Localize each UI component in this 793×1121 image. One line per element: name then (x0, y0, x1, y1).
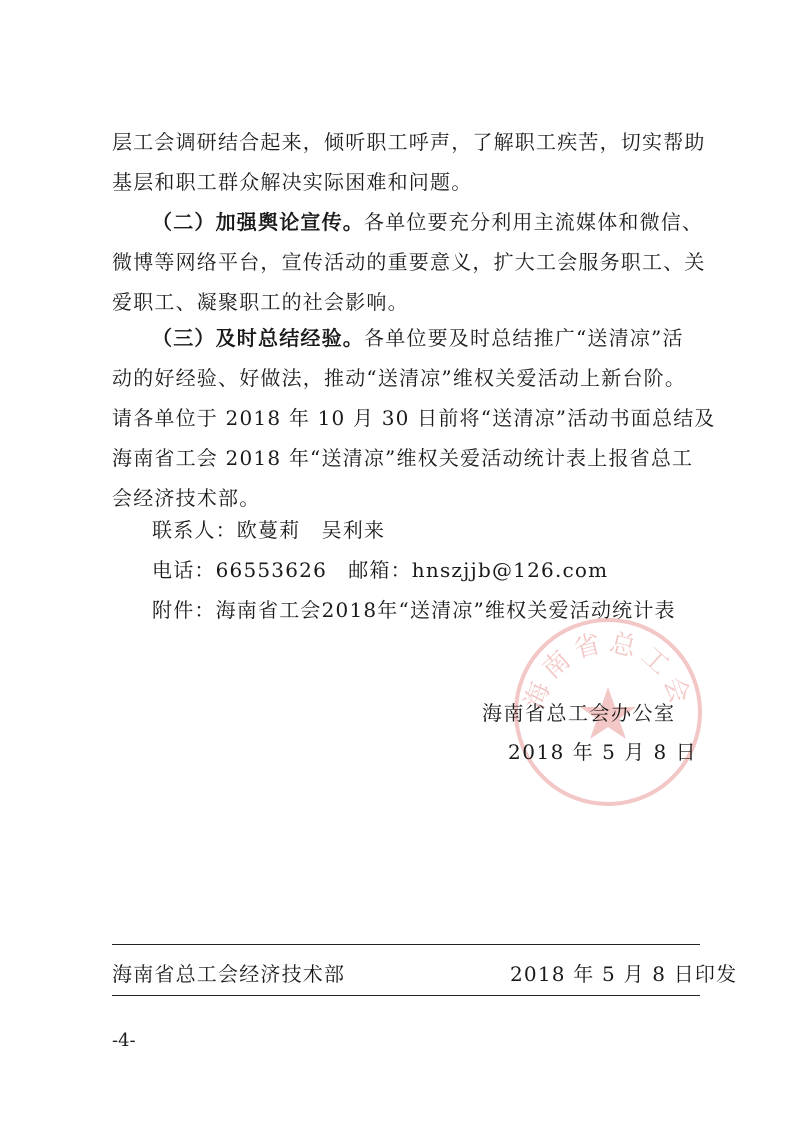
paragraph-1 (112, 122, 712, 202)
text-line: 会经济技术部。 (112, 486, 261, 510)
text-line: 动的好经验、好做法，推动“送清凉”维权关爱活动上新台阶。 (112, 366, 687, 390)
contact-phone-email: 电话：66553626 邮箱：hnszjjb@126.com (152, 558, 609, 582)
paragraph-3 (112, 318, 716, 518)
footer-issue-date: 2018 年 5 月 8 日印发 (510, 962, 738, 986)
text-line: 基层和职工群众解决实际困难和问题。 (112, 170, 473, 194)
signature-org: 海南省总工会办公室 (482, 701, 676, 725)
signature-date: 2018 年 5 月 8 日 (508, 740, 698, 764)
footer-top-rule (112, 944, 700, 945)
text-line: 请各单位于 2018 年 10 月 30 日前将“送清凉”活动书面总结及 (112, 406, 716, 430)
section-heading: （二）加强舆论宣传。 (152, 210, 364, 234)
text-segment: 各单位要及时总结推广“送清凉”活 (364, 326, 684, 350)
text-line: 海南省工会 2018 年“送清凉”维权关爱活动统计表上报省总工 (112, 446, 694, 470)
text-segment: 各单位要充分利用主流媒体和微信、 (364, 210, 704, 234)
section-heading: （三）及时总结经验。 (152, 326, 364, 350)
seal-text: 海南省总工会 (519, 627, 697, 713)
page-number: -4- (112, 1030, 136, 1051)
footer-bottom-rule (112, 995, 700, 996)
footer-issuer: 海南省总工会经济技术部 (112, 962, 346, 986)
text-line: 爱职工、凝聚职工的社会影响。 (112, 290, 409, 314)
text-line: 层工会调研结合起来，倾听职工呼声，了解职工疾苦，切实帮助 (112, 130, 706, 154)
attachment-line: 附件：海南省工会2018年“送清凉”维权关爱活动统计表 (152, 598, 676, 622)
text-line (112, 202, 712, 242)
text-line: 微博等网络平台，宣传活动的重要意义，扩大工会服务职工、关 (112, 250, 706, 274)
text-line (112, 318, 712, 358)
paragraph-2 (112, 202, 712, 322)
contact-person: 联系人：欧蔓莉 吴利来 (152, 518, 386, 542)
